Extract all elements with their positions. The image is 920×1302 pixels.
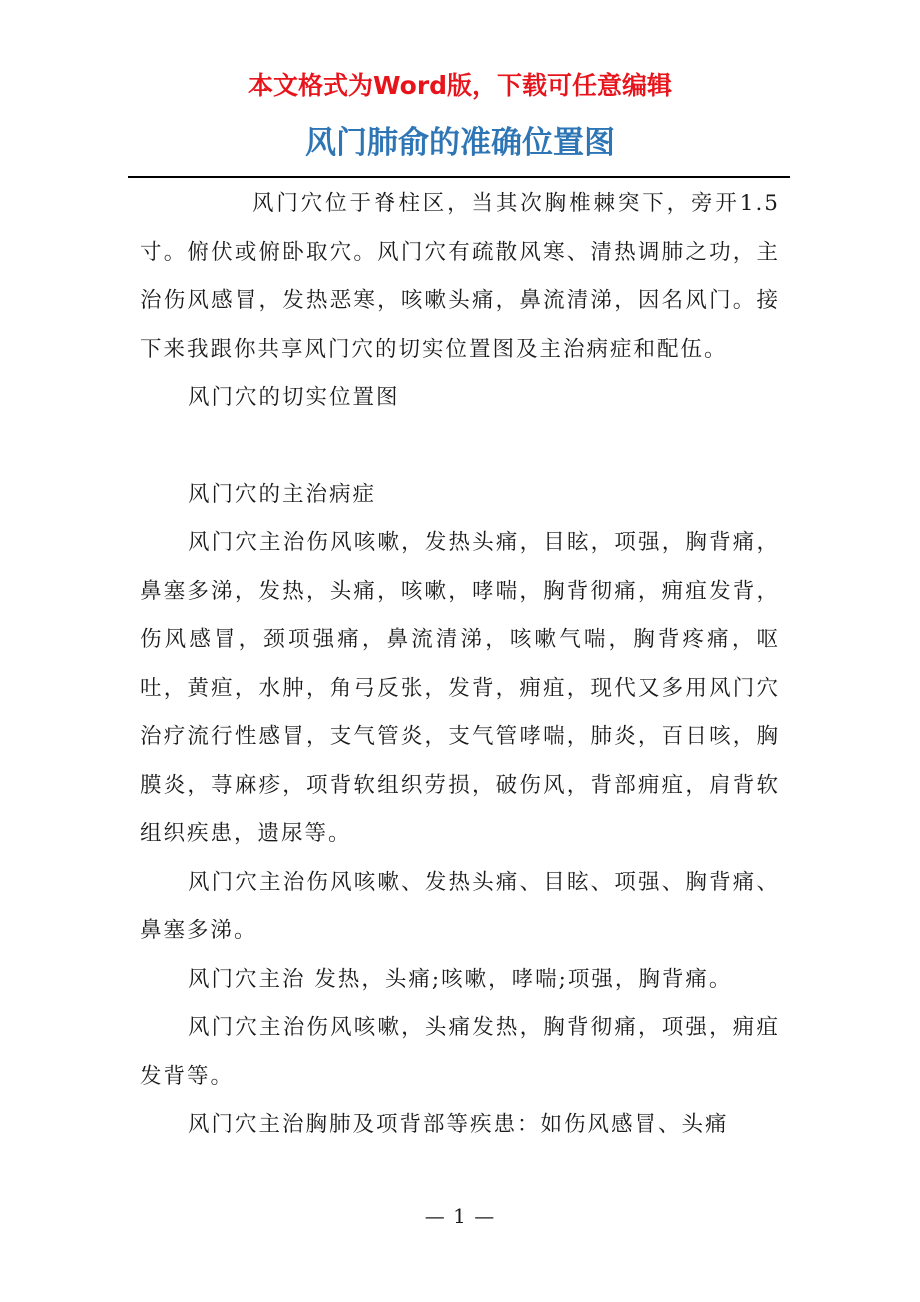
body-paragraph: 风门穴主治伤风咳嗽，头痛发热，胸背彻痛，项强，痈疽发背等。 bbox=[140, 1015, 780, 1089]
title-divider bbox=[128, 176, 790, 178]
document-body bbox=[140, 180, 780, 1150]
body-paragraph: 风门穴主治伤风咳嗽、发热头痛、目眩、项强、胸背痛、鼻塞多涕。 bbox=[140, 869, 780, 943]
page-number: — 1 — bbox=[424, 1204, 496, 1228]
intro-paragraph: 风门穴位于脊柱区，当其次胸椎棘突下，旁开1.5寸。俯伏或俯卧取穴。风门穴有疏散风寒、清热调肺之功，主治伤风感冒，发热恶寒，咳嗽头痛，鼻流清涕，因名风门。接下来我跟你共享风门穴的切实位置图及主治病症和配伍。 bbox=[140, 191, 780, 362]
image-placeholder-gap bbox=[140, 423, 780, 471]
section-heading-location: 风门穴的切实位置图 bbox=[188, 385, 400, 410]
section-heading-indications: 风门穴的主治病症 bbox=[188, 481, 377, 507]
edit-notice-banner: 本文格式为Word版，下载可任意编辑 bbox=[247, 71, 673, 100]
document-title: 风门肺俞的准确位置图 bbox=[305, 125, 615, 161]
body-paragraph: 风门穴主治伤风咳嗽，发热头痛，目眩，项强，胸背痛，鼻塞多涕，发热，头痛，咳嗽，哮喘，胸背彻痛，痈疽发背，伤风感冒，颈项强痛，鼻流清涕，咳嗽气喘，胸背疼痛，呕吐，黄疸，水肿，角弓反张，发背，痈疽，现代又多用风门穴治疗流行性感冒，支气管炎，支气管哮喘，肺炎，百日咳，胸膜炎，荨麻疹，项背软组织劳损，破伤风，背部痈疽，肩背软组织疾患，遗尿等。 bbox=[140, 530, 780, 846]
body-paragraph: 风门穴主治胸肺及项背部等疾患：如伤风感冒、头痛 bbox=[188, 1112, 729, 1137]
body-paragraph: 风门穴主治 发热，头痛;咳嗽，哮喘;项强，胸背痛。 bbox=[188, 966, 733, 992]
